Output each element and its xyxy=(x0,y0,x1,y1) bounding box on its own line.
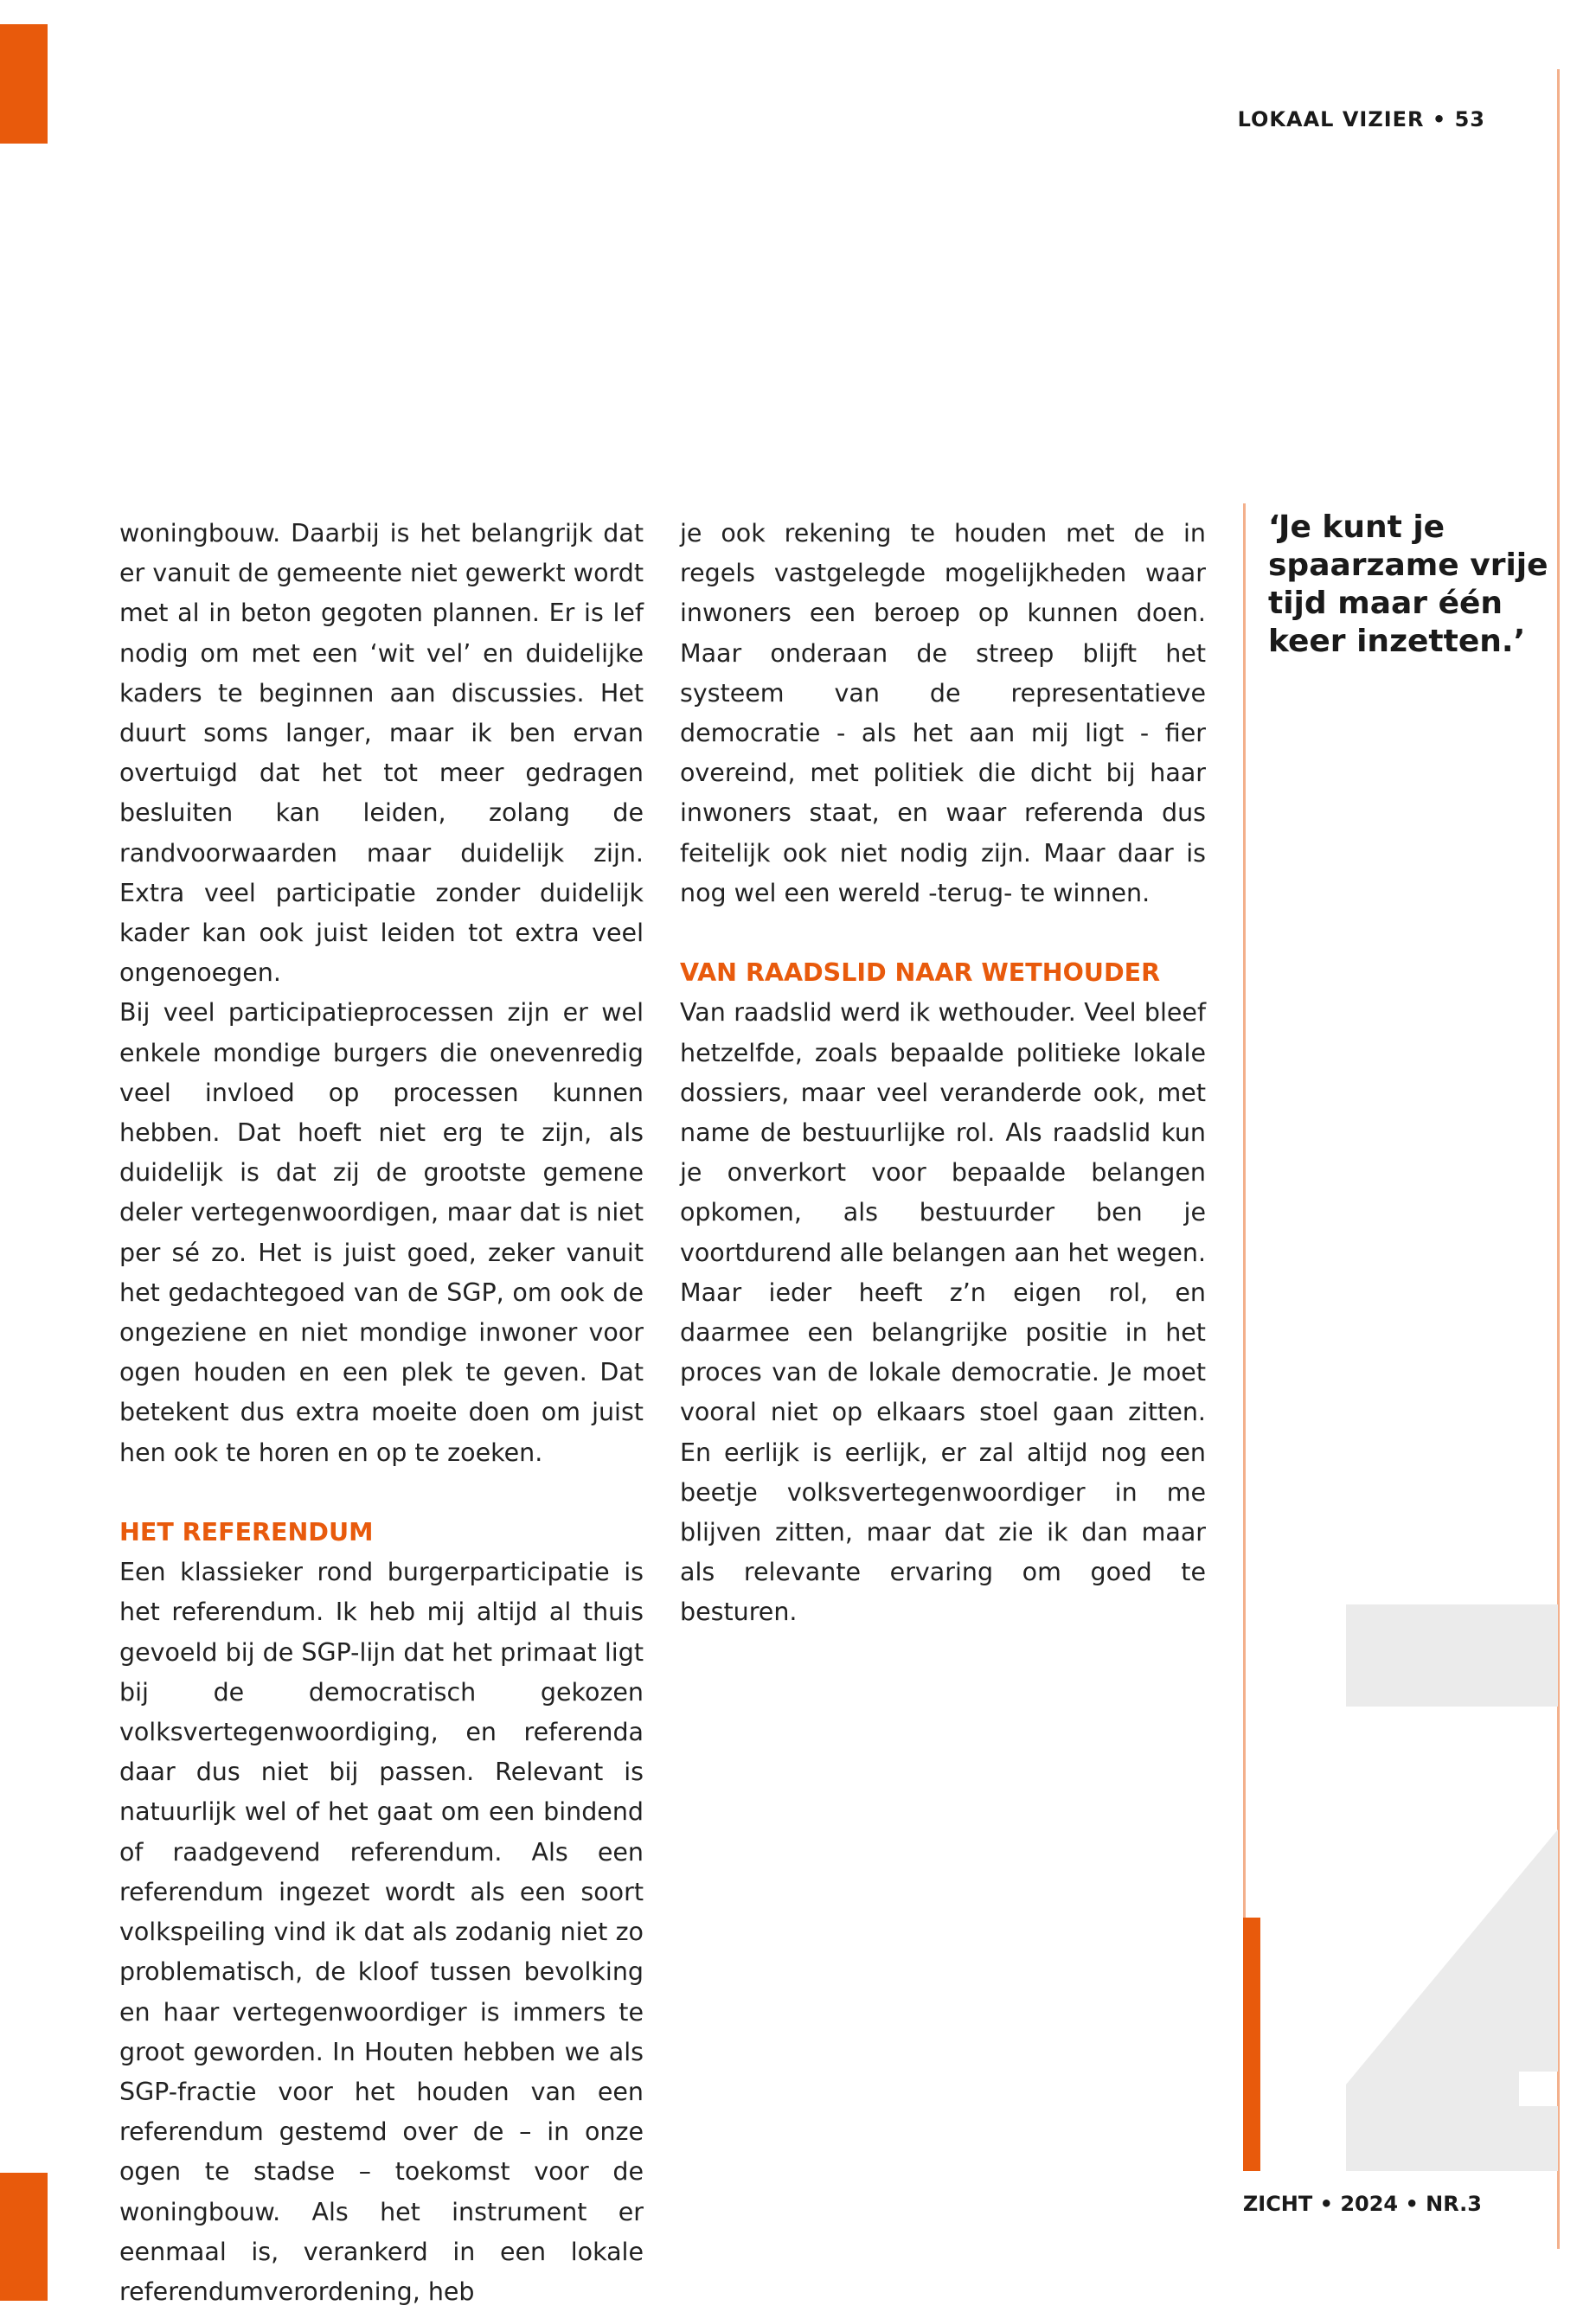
pullquote-rule-accent xyxy=(1243,1918,1260,2171)
pullquote: ‘Je kunt je spaarzame vrije tijd maar één keer inzetten.’ xyxy=(1268,509,1548,659)
paragraph: je ook rekening te houden met de in regels vastgelegde mogelijkheden waar inwoners een beroep op kunnen doen. Maar onderaan de streep blijft het systeem van de representatieve democratie - als het aan mij ligt - fier overeind, met politiek die dicht bij haar inwoners staat, en waar referenda dus feitelijk ook niet nodig zijn. Maar daar is nog wel een wereld -terug- te winnen. xyxy=(680,519,1206,907)
decorative-z-shape xyxy=(1346,1604,1558,2171)
paragraph: Bij veel participatieprocessen zijn er wel enkele mondige burgers die onevenredig veel invloed op processen kunnen hebben. Dat hoeft niet erg te zijn, als duidelijk is dat zij de grootste gemene deler vertegenwoordigen, maar dat is niet per sé zo. Het is juist goed, zeker vanuit het gedachtegoed van de SGP, om ook de ongeziene en niet mondige inwoner voor ogen houden en een plek te geven. Dat betekent dus extra moeite doen om juist hen ook te horen en op te zoeken. xyxy=(119,998,644,1467)
decorative-bar xyxy=(1346,1604,1558,1707)
bottom-left-accent-bar xyxy=(0,2173,48,2301)
spacer xyxy=(119,1473,644,1513)
spacer xyxy=(680,913,1206,953)
section-heading-referendum: HET REFERENDUM xyxy=(119,1518,374,1547)
running-footer: ZICHT • 2024 • NR.3 xyxy=(1242,2192,1482,2216)
decorative-diagonal xyxy=(1346,1829,1558,2171)
paragraph: woningbouw. Daarbij is het belangrijk dat er vanuit de gemeente niet gewerkt wordt met al in beton gegoten plannen. Er is lef nodig om met een ‘wit vel’ en duidelijke kaders te beginnen aan discussies. Het duurt soms langer, maar ik ben ervan overtuigd dat het tot meer gedragen besluiten kan leiden, zolang de randvoorwaarden maar duidelijk zijn. Extra veel participatie zonder duidelijk kader kan ook juist leiden tot extra veel ongenoegen. xyxy=(119,519,644,988)
top-left-accent-bar xyxy=(0,24,48,144)
paragraph: Van raadslid werd ik wethouder. Veel bleef hetzelfde, zoals bepaalde politieke lokale dossiers, maar veel veranderde ook, met name de bestuurlijke rol. Als raadslid kun je onverkort voor bepaalde belangen opkomen, als bestuurder ben je voortdurend alle belangen aan het wegen. Maar ieder heeft z’n eigen rol, en daarmee een belangrijke positie in het proces van de lokale democratie. Je moet vooral niet op elkaars stoel gaan zitten. En eerlijk is eerlijk, er zal altijd nog een beetje volksvertegenwoordiger in me blijven zitten, maar dat zie ik dan maar als relevante ervaring om goed te besturen. xyxy=(680,998,1206,1627)
section-heading-wethouder: VAN RAADSLID NAAR WETHOUDER xyxy=(680,958,1161,988)
text-column-right xyxy=(680,514,1206,1633)
running-header: LOKAAL VIZIER • 53 xyxy=(1237,107,1485,131)
paragraph: Een klassieker rond burgerparticipatie is het referendum. Ik heb mij altijd al thuis gevoeld bij de SGP-lijn dat het primaat ligt bij de democratisch gekozen volksvertegenwoordiging, en referenda daar dus niet bij passen. Relevant is natuurlijk wel of het gaat om een bindend of raadgevend referendum. Als een referendum ingezet wordt als een soort volkspeiling vind ik dat als zodanig niet zo problematisch, de kloof tussen bevolking en haar vertegenwoordiger is immers te groot geworden. In Houten hebben we als SGP-fractie voor het houden van een referendum gestemd over de – in onze ogen te stadse – toekomst voor de woningbouw. Als het instrument er eenmaal is, verankerd in een lokale referendumverordening, heb xyxy=(119,1558,644,2306)
text-column-left xyxy=(119,514,644,2312)
